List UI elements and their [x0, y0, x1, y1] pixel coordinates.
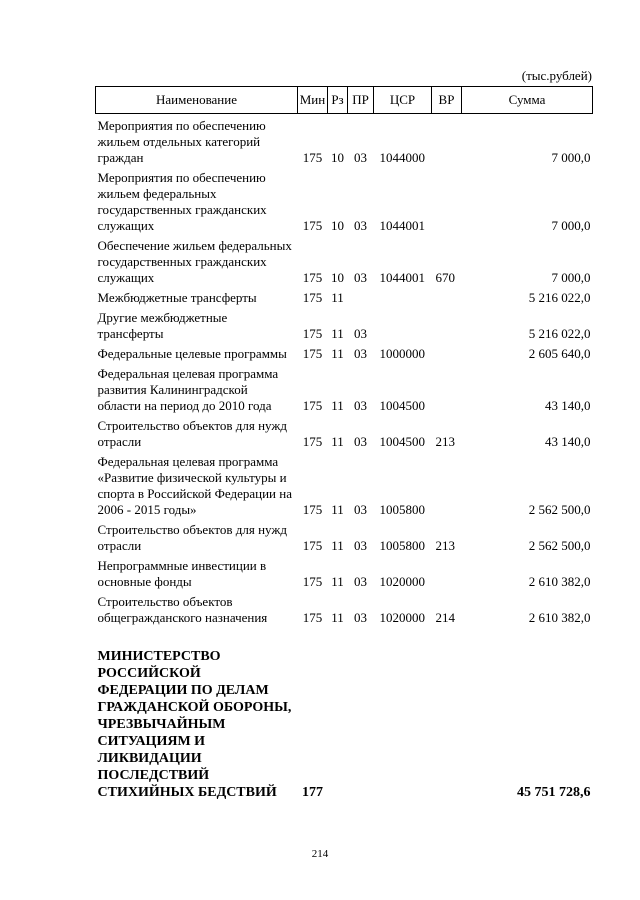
- row-vr: [432, 286, 462, 306]
- row-name: Непрограммные инвестиции в основные фонды: [97, 558, 267, 589]
- header-vr: ВР: [432, 87, 462, 114]
- ministry-row: [96, 626, 593, 801]
- row-name: Федеральные целевые программы: [97, 346, 287, 361]
- row-rz: 10: [331, 270, 344, 285]
- table-row: [96, 342, 593, 362]
- row-rz: 11: [331, 398, 344, 413]
- row-pr: [348, 286, 374, 306]
- row-vr: 214: [435, 610, 455, 625]
- row-csr: 1044000: [379, 150, 425, 165]
- row-name: Федеральная целевая программа «Развитие физической культуры и спорта в Российской Федерации на 2006 - 2015 годы»: [97, 454, 292, 517]
- budget-table: [95, 86, 593, 801]
- row-name: Мероприятия по обеспечению жильем федеральных государственных гражданских служащих: [97, 170, 267, 233]
- row-pr: 03: [354, 434, 367, 449]
- row-csr: 1004500: [379, 434, 425, 449]
- row-sum: 7 000,0: [551, 218, 591, 233]
- row-vr: 213: [435, 434, 455, 449]
- row-csr: 1044001: [379, 270, 425, 285]
- page-number: 214: [311, 848, 329, 860]
- row-rz: 11: [331, 290, 344, 305]
- row-vr: [432, 114, 462, 167]
- ministry-sum: 45 751 728,6: [517, 785, 591, 800]
- row-csr: 1000000: [379, 346, 425, 361]
- row-sum: 43 140,0: [545, 398, 591, 413]
- row-sum: 5 216 022,0: [528, 290, 591, 305]
- header-name: Наименование: [96, 87, 298, 114]
- row-name: Строительство объектов для нужд отрасли: [97, 418, 287, 449]
- table-row: [96, 362, 593, 414]
- row-name: Мероприятия по обеспечению жильем отдельных категорий граждан: [97, 118, 266, 165]
- row-pr: 03: [354, 150, 367, 165]
- table-row: [96, 518, 593, 554]
- ministry-min: 177: [302, 785, 323, 800]
- row-pr: 03: [354, 502, 367, 517]
- row-rz: 11: [331, 346, 344, 361]
- row-min: 175: [302, 398, 323, 413]
- row-min: 175: [302, 150, 323, 165]
- row-sum: 43 140,0: [545, 434, 591, 449]
- row-vr: [432, 450, 462, 518]
- row-name: Межбюджетные трансферты: [97, 290, 257, 305]
- row-sum: 5 216 022,0: [528, 326, 591, 341]
- row-rz: 10: [331, 218, 344, 233]
- row-rz: 11: [331, 610, 344, 625]
- row-vr: [432, 342, 462, 362]
- row-min: 175: [302, 218, 323, 233]
- table-row: [96, 450, 593, 518]
- row-sum: 2 562 500,0: [528, 502, 591, 517]
- row-name: Строительство объектов для нужд отрасли: [97, 522, 287, 553]
- row-vr: [432, 362, 462, 414]
- ministry-name: МИНИСТЕРСТВО РОССИЙСКОЙ ФЕДЕРАЦИИ ПО ДЕЛАМ ГРАЖДАНСКОЙ ОБОРОНЫ, ЧРЕЗВЫЧАЙНЫМ СИТУАЦИЯМ И ЛИКВИДАЦИИ ПОСЛЕДСТВИЙ СТИХИЙНЫХ БЕДСТВИЙ: [97, 649, 292, 800]
- row-rz: 11: [331, 574, 344, 589]
- row-csr: 1020000: [379, 574, 425, 589]
- row-min: 175: [302, 270, 323, 285]
- row-vr: [432, 306, 462, 342]
- row-csr: [374, 306, 432, 342]
- row-name: Строительство объектов общегражданского назначения: [97, 594, 268, 625]
- table-row: [96, 166, 593, 234]
- header-sum: Сумма: [462, 87, 593, 114]
- header-csr: ЦСР: [374, 87, 432, 114]
- row-pr: 03: [354, 574, 367, 589]
- table-row: [96, 306, 593, 342]
- row-rz: 11: [331, 434, 344, 449]
- row-sum: 2 562 500,0: [528, 538, 591, 553]
- row-csr: 1020000: [379, 610, 425, 625]
- header-rz: Рз: [328, 87, 348, 114]
- row-pr: 03: [354, 610, 367, 625]
- row-min: 175: [302, 610, 323, 625]
- table-row: [96, 414, 593, 450]
- row-pr: 03: [354, 270, 367, 285]
- row-pr: 03: [354, 398, 367, 413]
- row-sum: 2 610 382,0: [528, 574, 591, 589]
- row-sum: 7 000,0: [551, 150, 591, 165]
- row-vr: 213: [435, 538, 455, 553]
- row-csr: 1044001: [379, 218, 425, 233]
- table-row: [96, 114, 593, 167]
- row-sum: 2 605 640,0: [528, 346, 591, 361]
- table-row: [96, 286, 593, 306]
- row-pr: 03: [354, 218, 367, 233]
- row-min: 175: [302, 502, 323, 517]
- row-pr: 03: [354, 538, 367, 553]
- row-pr: 03: [354, 346, 367, 361]
- row-sum: 2 610 382,0: [528, 610, 591, 625]
- row-vr: [432, 166, 462, 234]
- table-row: [96, 590, 593, 626]
- table-row: [96, 234, 593, 286]
- unit-label: (тыс.рублей): [521, 68, 592, 83]
- row-min: 175: [302, 434, 323, 449]
- row-min: 175: [302, 538, 323, 553]
- table-body: [96, 114, 593, 627]
- row-rz: 10: [331, 150, 344, 165]
- row-min: 175: [302, 326, 323, 341]
- table-row: [96, 554, 593, 590]
- row-pr: 03: [354, 326, 367, 341]
- row-min: 175: [302, 574, 323, 589]
- row-sum: 7 000,0: [551, 270, 591, 285]
- row-csr: 1004500: [379, 398, 425, 413]
- row-name: Федеральная целевая программа развития Калининградской области на период до 2010 года: [97, 366, 279, 413]
- row-vr: [432, 554, 462, 590]
- row-csr: 1005800: [379, 502, 425, 517]
- row-name: Обеспечение жильем федеральных государственных гражданских служащих: [97, 238, 292, 285]
- row-rz: 11: [331, 326, 344, 341]
- table-header-row: [96, 87, 593, 114]
- row-name: Другие межбюджетные трансферты: [97, 310, 228, 341]
- row-rz: 11: [331, 538, 344, 553]
- row-min: 175: [302, 346, 323, 361]
- header-min: Мин: [298, 87, 328, 114]
- header-pr: ПР: [348, 87, 374, 114]
- row-csr: [374, 286, 432, 306]
- row-csr: 1005800: [379, 538, 425, 553]
- row-min: 175: [302, 290, 323, 305]
- row-rz: 11: [331, 502, 344, 517]
- row-vr: 670: [435, 270, 455, 285]
